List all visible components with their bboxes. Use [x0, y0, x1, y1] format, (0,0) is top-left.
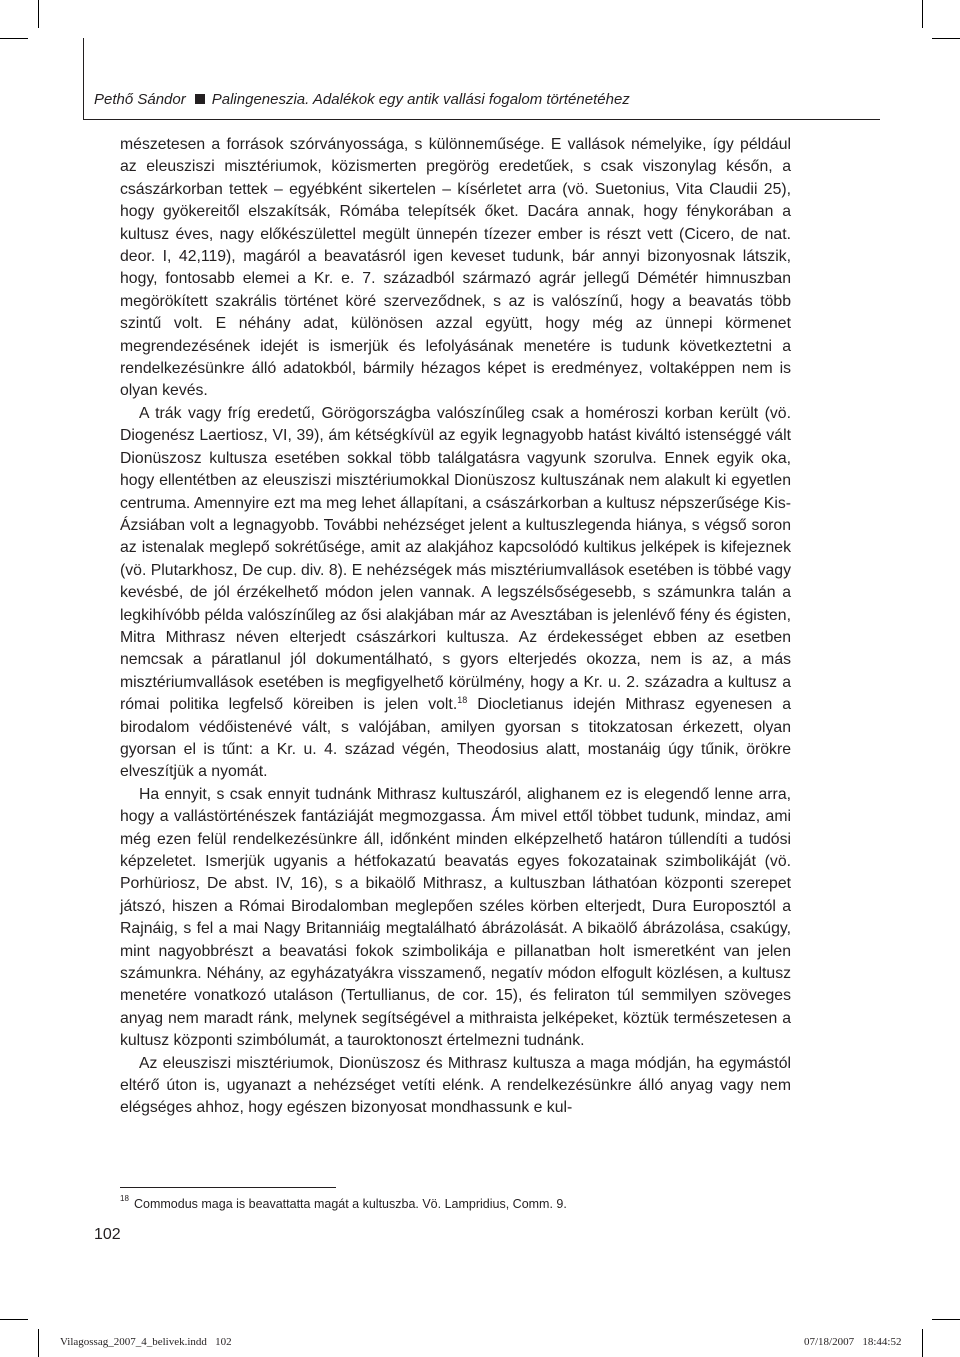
crop-mark [932, 1319, 960, 1320]
body-text [120, 134, 791, 1120]
footnote-number: 18 [120, 1194, 129, 1203]
page-number: 102 [94, 1226, 121, 1243]
paragraph: mészetesen a források szórványossága, s különneműsége. E vallások némelyike, így például az eleusziszi misztériumok, közismerten pregörög eredetűek, s csak viszonylag későn, a császárkorban tettek – egyébként sikertelen – kísérletet arra (vö. Suetonius, Vita Claudii 25), hogy gyökereitől elszakítsák, Rómába telepítsék őket. Dacára annak, hogy fénykorában a kultusz éves, nagy előkészülettel megült ünnepén tízezer ember is részt vett (Cicero, de nat. deor. I, 42,119), magáról a beavatásról igen keveset tudunk, bár annyi bizonyosnak látszik, hogy, fontosabb elemei a Kr. e. 7. századból származó agrár jellegű Démétér himnuszban megörökített szakrális történet köré szerveződnek, s az is valószínű, hogy a beavatás több szintű volt. E néhány adat, különösen azzal együtt, hogy még az ünnepi körmenet megrendezésének idejét is ismerjük és lefolyásának menetére is tudunk következtetni a rendelkezésünkre álló adatokból, bármily hézagos képet is eredményez, voltaképpen nem is olyan kevés. [120, 136, 791, 400]
crop-mark [0, 38, 28, 39]
running-head [94, 91, 630, 108]
crop-mark [922, 1329, 923, 1357]
crop-mark [38, 1329, 39, 1357]
footnote-text: Commodus maga is beavattatta magát a kultuszba. Vö. Lampridius, Comm. 9. [134, 1197, 567, 1211]
crop-mark [932, 38, 960, 39]
square-bullet-icon [195, 94, 205, 104]
paragraph-text: Diocletianus idején Mithrasz egyenesen a birodalom védőistenévé vált, s valójában, amilyen gyorsan s titokzatosan érkezett, olyan gyorsan el is tűnt: a Kr. u. 4. század végén, Theodosius alatt, mostanáig úgy tűnik, örökre elveszítjük a nyomát. [120, 696, 791, 781]
footnote [120, 1194, 567, 1211]
crop-mark [38, 0, 39, 28]
running-head-title: Palingeneszia. Adalékok egy antik vallási fogalom történetéhez [211, 91, 630, 108]
paragraph [120, 403, 791, 784]
paragraph: Az eleusziszi misztériumok, Dionüszosz és Mithrasz kultusza a maga módján, ha egymástól eltérő úton is, ugyanazt a nehézséget vetíti elénk. A rendelkezésünkre álló anyag vagy nem elégséges ahhoz, hogy egészen bizonyosat mondhassunk e kul- [120, 1054, 791, 1117]
paragraph-text: A trák vagy fríg eredetű, Görögországba valószínűleg csak a homéroszi korban került (vö. Diogenész Laertiosz, VI, 39), ám kétségkívül az egyik legnagyobb hatást kiváltó istenséggé vált Dionüszosz kultusza esetében sokkal több találgatásra vagyunk szorulva. Ennek egyik oka, hogy ellentétben az eleusziszi misztériumokkal Dionüszosz kultuszának nem alakult ki egyetlen centruma. Amennyire ezt ma meg lehet állapítani, a császárkorban a kultusz népszerűsége Kis-Ázsiában volt a legnagyobb. További nehézséget jelent a kultuszlegenda hiánya, s végső soron az istenalak meglepő sokrétűsége, amit az alakjához kapcsolódó kultikus jelképek is kifejeznek (vö. Plutarkhosz, De cup. div. 8). E nehézségek más misztériumvallások esetében is többé vagy kevésbé, de jól érzékelhető módon jelen vannak. A legszélsőségesebb, s számunkra talán a legkihívóbb példa valószínűleg az ősi alakjában már az Avesztában is jelenlévő fény és égisten, Mitra Mithrasz néven elterjedt császárkori kultusza. Az érdekességet ebben az esetben nemcsak a páratlanul jól dokumentálható, s gyors elterjedés okozza, nem is az, a más misztériumvallások esetében is megfigyelhető körülmény, hogy a Kr. u. 2. századra a kultusz a római politika legfelső köreiben is jelen volt. [120, 404, 791, 714]
header-rule-vertical [83, 38, 84, 120]
crop-mark [0, 1319, 28, 1320]
footnote-reference[interactable]: 18 [457, 695, 468, 706]
header-rule-horizontal [83, 119, 880, 120]
print-slug-file: Vilagossag_2007_4_belivek.indd 102 [60, 1336, 232, 1348]
crop-mark [922, 0, 923, 28]
footnote-rule [120, 1187, 336, 1188]
paragraph: Ha ennyit, s csak ennyit tudnánk Mithrasz kultuszáról, alighanem ez is elegendő lenne arra, hogy a vallástörténészek fantáziáját megmozgassa. Ám mivel ettől többet tudunk, mindaz, ami még ezen felül rendelkezésünkre áll, időnként minden elképzelhető határon túllendíti a tudósi képzeletet. Ismerjük ugyanis a hétfokazatú beavatás egyes fokozatainak szimbolikáját (vö. Porhüriosz, De abst. IV, 16), s a bikaölő Mithrasz, a kultuszban láthatóan központi szerepet játszó, hiszen a Római Birodalomban meglepően széles körben elterjedt, Dura Europosztól a Rajnáig, s fel a mai Nagy Britanniáig megtalálható ábrázolását. A bikaölő ábrázolása, csakúgy, mint nagyobbrészt a beavatási fokok szimbolikája e pillanatban holt ismeretként van jelen számunkra. Néhány, az egyházatyákra visszamenő, negatív módon elfogult közlésen, a kultusz menetére vonatkozó utaláson (Tertullianus, de cor. 15), és feliraton túl semmilyen szöveges anyag nem maradt ránk, melynek segítségével a mithraista jelképeket, köztük természetesen a kultusz központi szimbólumát, a tauroktonoszt értelmezni tudnánk. [120, 785, 791, 1050]
running-head-author: Pethő Sándor [94, 91, 186, 108]
print-slug-date: 07/18/2007 18:44:52 [804, 1336, 902, 1348]
